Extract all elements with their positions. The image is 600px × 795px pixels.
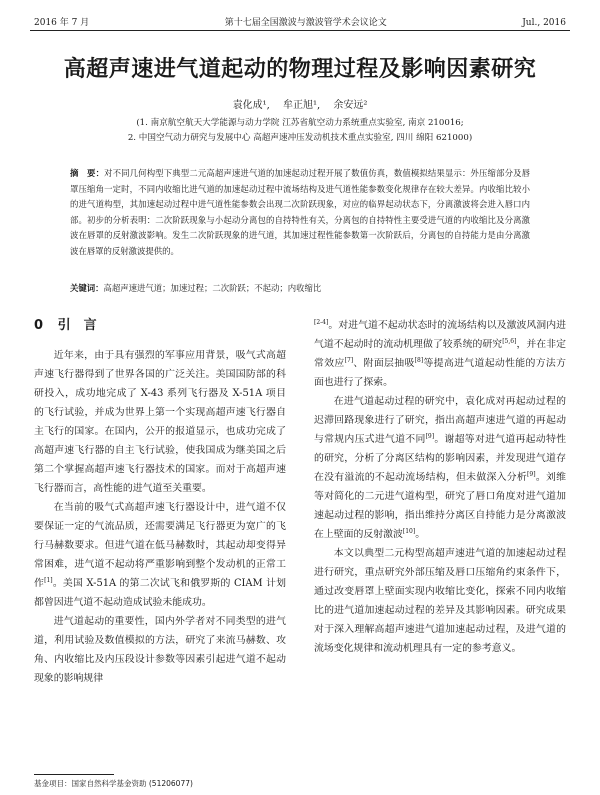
header-date-english: Jul., 2016 [522, 18, 566, 28]
header-conference: 第十七届全国激波与激波管学术会议论文 [224, 18, 387, 28]
body-text: 。刘维等对简化的二元进气道构型，研究了唇口角度对进气道加速起动过程的影响，指出维持分离区自持能力是分离激波在上壁面的反射激波 [314, 472, 566, 540]
affiliation-2: 2. 中国空气动力研究与发展中心 高超声速冲压发动机技术重点实验室, 四川 绵阳 621000) [127, 133, 473, 143]
body-paragraph: 本文以典型二元构型高超声速进气道的加速起动过程进行研究，重点研究外部压缩及唇口压缩角约束条件下，通过改变唇罩上壁面实现内收缩比变化，探索不同内收缩比的进气道加速起动过程的差异及其影响因素。研究成果对于深入理解高超声速进气道加速起动过程，及进气道的流场变化规律和流动机理具有一定的参考意义。 [314, 548, 566, 654]
citation: [10] [402, 528, 416, 535]
affiliation-1: (1. 南京航空航天大学能源与动力学院 江苏省航空动力系统重点实验室, 南京 210016; [136, 118, 464, 128]
body-text: 。谢超等对进气道再起动特性的研究，分析了分离区结构的影响因素，并发现进气道存在没有溢流的不起动流场结构，但未做深入分析 [314, 434, 566, 483]
section-heading-introduction [34, 316, 286, 336]
funding-footnote: 基金项目：国家自然科学基金资助 (51206077) [34, 779, 193, 788]
abstract-text: 对不同几何构型下典型二元高超声速进气道的加速起动过程开展了数值仿真，数值模拟结果显示：外压缩部分及唇罩压缩角一定时，不同内收缩比进气道的加速起动过程中流场结构及进气道性能参数变化规律存在较大差异。内收缩比较小的进气道构型，其加速起动过程中进气道性能参数会出现二次阶跃现象，对应的临界起动状态下，分离激波将会进入唇口内部。初步的分析表明：二次阶跃现象与小起动分离包的自持特性有关，分离包的自持特性主要受进气道的内收缩比及分离激波在唇罩的反射激波影响。发生二次阶跃现象的进气道，其加速过程性能参数第一次阶跃后，分离包的自持能力是由分离激波在唇罩的反射激波提供的。 [70, 168, 531, 256]
body-text: ，并在非定常效应 [314, 339, 566, 369]
section-number: 0 [34, 318, 44, 333]
right-column [314, 316, 566, 658]
paper-title: 高超声速进气道起动的物理过程及影响因素研究 [63, 57, 537, 82]
citation: [5,6] [502, 338, 517, 345]
citation: [8] [414, 357, 424, 364]
header-rule [30, 30, 570, 31]
body-text: 等提高进气道起动性能的方法方面也进行了探索。 [314, 358, 566, 388]
body-paragraph: 进气道起动的重要性，国内外学者对不同类型的进气道，利用试验及数值模拟的方法，研究了来流马赫数、攻角、内收缩比及内压段设计参数等因素引起进气道不起动现象的影响规律 [34, 616, 286, 684]
abstract [70, 166, 530, 260]
body-text: 。美国 X-51A 的第二次试飞和俄罗斯的 CIAM 计划都曾因进气道不起动造成试验未能成功。 [34, 578, 286, 608]
body-paragraph: 近年来，由于具有强烈的军事应用背景，吸气式高超声速飞行器得到了世界各国的广泛关注。美国国防部的科研投入，成功地完成了 X-43 系列飞行器及 X-51A 项目的飞行试验，并成为世界上第一个实现高超声速飞行器自主飞行的国家。在国内，公开的报道显示，也成功完成了高超声速飞行器的自主飞行试验，使我国成为继美国之后第二个掌握高超声速飞行器技术的国家。而对于高超声速飞行器而言，高性能的进气道至关重要。 [34, 350, 286, 494]
citation: [9] [527, 471, 536, 478]
citation: [1] [44, 577, 53, 584]
keywords-label: 关键词： [70, 283, 104, 293]
body-paragraph-continued [314, 316, 566, 392]
section-title: 引 言 [57, 318, 97, 333]
citation: [7] [344, 357, 354, 364]
keywords [70, 282, 530, 294]
body-text: 。 [415, 529, 426, 540]
body-text: 在进气道起动过程的研究中，袁化成对再起动过程的迟滞回路现象进行了研究，指出高超声速进气道的再起动与常规内压式进气道不同 [314, 396, 566, 445]
citation: [9] [425, 433, 435, 440]
running-header [34, 12, 566, 28]
keywords-text: 高超声速进气道；加速过程；二次阶跃；不起动；内收缩比 [103, 283, 322, 293]
footnote-rule [34, 774, 114, 775]
abstract-label: 摘 要： [70, 168, 105, 178]
body-paragraph [314, 392, 566, 544]
body-text: 。对进气道不起动状态时的流场结构以及激波风洞内进气道不起动时的流动机理做了较系统的研究 [314, 320, 566, 350]
citation: [2-4] [314, 319, 329, 326]
left-column [34, 316, 286, 688]
body-text: 、附面层抽吸 [353, 358, 415, 369]
header-date: 2016 年 7 月 [34, 18, 90, 28]
author-list: 袁化成¹, 牟正旭¹, 余安远² [232, 100, 368, 111]
body-text: 在当前的吸气式高超声速飞行器设计中，进气道不仅要保证一定的气流品质，还需要满足飞行器更为宽广的飞行马赫数要求。但进气道在低马赫数时，其起动却变得异常困难，进气道不起动将严重影响到整个发动机的正常工作 [34, 502, 286, 589]
body-paragraph [34, 498, 286, 612]
